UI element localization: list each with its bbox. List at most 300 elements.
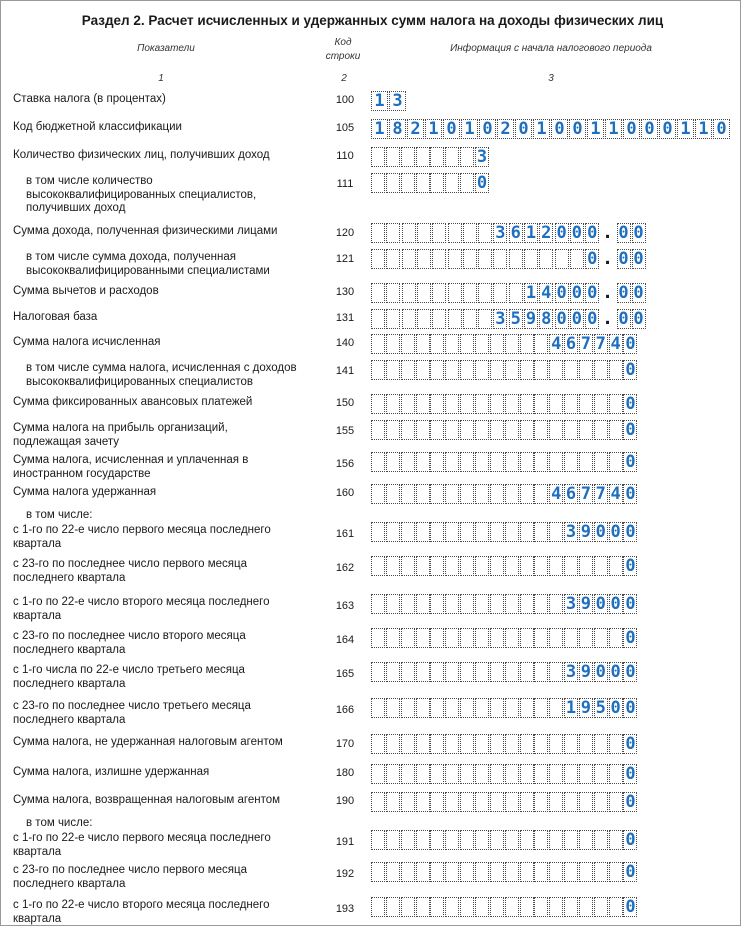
digit-cell[interactable] (386, 522, 400, 542)
digit-cell[interactable] (505, 734, 519, 754)
digit-cell[interactable] (445, 522, 459, 542)
digit-cell[interactable] (386, 360, 400, 380)
digit-cell[interactable] (445, 394, 459, 414)
digit-cell[interactable]: 0 (443, 119, 460, 139)
digit-cell[interactable]: 0 (625, 334, 636, 354)
digit-cell[interactable] (448, 223, 462, 243)
digit-cell[interactable] (505, 334, 519, 354)
digit-cell[interactable] (505, 698, 519, 718)
digit-cell[interactable] (534, 360, 548, 380)
digit-cell[interactable] (579, 764, 593, 784)
digit-cell[interactable] (460, 420, 474, 440)
digit-cell[interactable] (490, 830, 504, 850)
digit-cell[interactable]: 6 (565, 334, 577, 354)
digit-cell[interactable] (549, 764, 563, 784)
digit-cell[interactable] (490, 452, 504, 472)
digit-cell[interactable]: 0 (618, 309, 629, 329)
digit-cell[interactable] (534, 484, 548, 504)
digit-cell[interactable] (490, 420, 504, 440)
digit-cell[interactable] (520, 594, 534, 614)
digit-cell[interactable] (460, 764, 474, 784)
digit-cell[interactable] (371, 484, 385, 504)
digit-cell[interactable]: 7 (595, 484, 606, 504)
digit-cell[interactable] (475, 734, 489, 754)
digit-cell[interactable]: 1 (461, 119, 478, 139)
digit-cell[interactable]: 6 (565, 484, 577, 504)
digit-cell[interactable] (386, 698, 400, 718)
digit-cell[interactable] (505, 628, 519, 648)
digit-cell[interactable] (432, 223, 446, 243)
digit-cell[interactable] (371, 309, 385, 329)
digit-cell[interactable] (386, 830, 400, 850)
digit-cell[interactable] (416, 628, 430, 648)
digit-cell[interactable] (594, 764, 608, 784)
digit-cell[interactable]: 0 (625, 394, 636, 414)
digit-cell[interactable] (371, 223, 385, 243)
digit-cell[interactable] (386, 283, 400, 303)
digit-cell[interactable] (475, 452, 489, 472)
digit-cell[interactable] (490, 628, 504, 648)
digit-cell[interactable] (549, 360, 563, 380)
digit-cell[interactable] (430, 594, 444, 614)
digit-cell[interactable] (417, 223, 431, 243)
digit-cell[interactable]: 0 (625, 522, 636, 542)
digit-cell[interactable]: 0 (610, 594, 621, 614)
digit-cell[interactable] (490, 594, 504, 614)
digit-cell[interactable] (401, 662, 415, 682)
digit-cell[interactable] (371, 897, 385, 917)
digit-cell[interactable]: 0 (476, 173, 488, 193)
digit-cell[interactable] (430, 360, 444, 380)
digit-cell[interactable] (534, 662, 548, 682)
digit-cell[interactable] (490, 556, 504, 576)
digit-cell[interactable] (460, 628, 474, 648)
digit-cell[interactable] (549, 628, 563, 648)
digit-cell[interactable] (609, 862, 623, 882)
digit-cell[interactable] (371, 173, 385, 193)
digit-cell[interactable]: 0 (587, 249, 598, 269)
digit-cell[interactable] (534, 420, 548, 440)
digit-cell[interactable] (401, 173, 415, 193)
digit-cell[interactable] (505, 594, 519, 614)
digit-cell[interactable] (549, 862, 563, 882)
digit-cell[interactable] (371, 830, 385, 850)
digit-cell[interactable] (475, 594, 489, 614)
digit-cell[interactable] (549, 556, 563, 576)
digit-cell[interactable]: 0 (625, 830, 636, 850)
digit-cell[interactable] (401, 484, 415, 504)
digit-cell[interactable] (594, 394, 608, 414)
digit-cell[interactable] (505, 522, 519, 542)
digit-cell[interactable] (460, 452, 474, 472)
digit-cell[interactable] (445, 556, 459, 576)
digit-cell[interactable] (534, 764, 548, 784)
digit-cell[interactable] (505, 394, 519, 414)
digit-cell[interactable] (520, 897, 534, 917)
digit-cell[interactable] (579, 897, 593, 917)
digit-cell[interactable]: 4 (610, 334, 621, 354)
digit-cell[interactable]: 0 (625, 556, 636, 576)
digit-cell[interactable] (416, 452, 430, 472)
digit-cell[interactable]: 0 (625, 862, 636, 882)
digit-cell[interactable] (386, 452, 400, 472)
digit-cell[interactable] (416, 334, 430, 354)
digit-cell[interactable] (475, 334, 489, 354)
digit-cell[interactable] (490, 698, 504, 718)
digit-cell[interactable]: 1 (525, 283, 537, 303)
digit-cell[interactable] (430, 522, 444, 542)
digit-cell[interactable] (371, 522, 385, 542)
digit-cell[interactable] (448, 249, 462, 269)
digit-cell[interactable] (445, 862, 459, 882)
digit-cell[interactable] (401, 147, 415, 167)
digit-cell[interactable] (386, 223, 400, 243)
digit-cell[interactable] (401, 698, 415, 718)
digit-cell[interactable] (401, 862, 415, 882)
digit-cell[interactable] (520, 792, 534, 812)
digit-cell[interactable] (460, 830, 474, 850)
digit-cell[interactable] (371, 556, 385, 576)
digit-cell[interactable] (386, 394, 400, 414)
digit-cell[interactable] (401, 334, 415, 354)
digit-cell[interactable] (463, 223, 477, 243)
digit-cell[interactable] (417, 309, 431, 329)
digit-cell[interactable] (594, 830, 608, 850)
digit-cell[interactable] (401, 628, 415, 648)
digit-cell[interactable] (416, 792, 430, 812)
digit-cell[interactable] (386, 249, 400, 269)
digit-cell[interactable] (445, 734, 459, 754)
digit-cell[interactable] (445, 147, 459, 167)
digit-cell[interactable] (520, 556, 534, 576)
digit-cell[interactable] (475, 830, 489, 850)
digit-cell[interactable] (475, 394, 489, 414)
digit-cell[interactable] (445, 360, 459, 380)
digit-cell[interactable] (401, 792, 415, 812)
digit-cell[interactable]: 0 (556, 223, 567, 243)
digit-cell[interactable] (579, 792, 593, 812)
digit-cell[interactable] (505, 862, 519, 882)
digit-cell[interactable] (430, 147, 444, 167)
digit-cell[interactable] (564, 556, 578, 576)
digit-cell[interactable] (594, 556, 608, 576)
digit-cell[interactable] (386, 334, 400, 354)
digit-cell[interactable] (448, 283, 462, 303)
digit-cell[interactable] (445, 764, 459, 784)
digit-cell[interactable] (430, 698, 444, 718)
digit-cell[interactable] (416, 522, 430, 542)
digit-cell[interactable] (416, 147, 430, 167)
digit-cell[interactable]: 0 (618, 223, 629, 243)
digit-cell[interactable] (534, 628, 548, 648)
digit-cell[interactable] (490, 792, 504, 812)
digit-cell[interactable] (460, 147, 474, 167)
digit-cell[interactable] (549, 734, 563, 754)
digit-cell[interactable] (430, 394, 444, 414)
digit-cell[interactable] (371, 734, 385, 754)
digit-cell[interactable]: 1 (371, 91, 388, 111)
digit-cell[interactable]: 0 (618, 283, 629, 303)
digit-cell[interactable] (445, 420, 459, 440)
digit-cell[interactable]: 1 (677, 119, 694, 139)
digit-cell[interactable] (386, 862, 400, 882)
digit-cell[interactable]: 6 (510, 223, 521, 243)
digit-cell[interactable] (490, 334, 504, 354)
digit-cell[interactable] (371, 628, 385, 648)
digit-cell[interactable] (475, 662, 489, 682)
digit-cell[interactable]: 7 (580, 484, 592, 504)
digit-cell[interactable] (430, 830, 444, 850)
digit-cell[interactable] (520, 452, 534, 472)
digit-cell[interactable] (401, 394, 415, 414)
digit-cell[interactable] (430, 862, 444, 882)
digit-cell[interactable] (609, 628, 623, 648)
digit-cell[interactable] (401, 594, 415, 614)
digit-cell[interactable] (475, 522, 489, 542)
digit-cell[interactable]: 8 (541, 309, 552, 329)
digit-cell[interactable] (505, 897, 519, 917)
digit-cell[interactable]: 0 (633, 223, 644, 243)
digit-cell[interactable] (520, 628, 534, 648)
digit-cell[interactable]: 0 (625, 897, 636, 917)
digit-cell[interactable] (460, 522, 474, 542)
digit-cell[interactable] (460, 334, 474, 354)
digit-cell[interactable] (402, 283, 416, 303)
digit-cell[interactable] (493, 283, 507, 303)
digit-cell[interactable]: 0 (625, 734, 636, 754)
digit-cell[interactable] (445, 830, 459, 850)
digit-cell[interactable]: 0 (595, 594, 606, 614)
digit-cell[interactable] (609, 452, 623, 472)
digit-cell[interactable]: 9 (580, 522, 592, 542)
digit-cell[interactable] (416, 862, 430, 882)
digit-cell[interactable] (534, 792, 548, 812)
digit-cell[interactable] (609, 360, 623, 380)
digit-cell[interactable] (564, 830, 578, 850)
digit-cell[interactable] (505, 484, 519, 504)
digit-cell[interactable]: 1 (525, 223, 537, 243)
digit-cell[interactable] (609, 394, 623, 414)
digit-cell[interactable] (539, 249, 553, 269)
digit-cell[interactable] (386, 173, 400, 193)
digit-cell[interactable] (386, 147, 400, 167)
digit-cell[interactable] (386, 420, 400, 440)
digit-cell[interactable]: 0 (625, 452, 636, 472)
digit-cell[interactable] (594, 897, 608, 917)
digit-cell[interactable] (594, 734, 608, 754)
digit-cell[interactable] (478, 223, 492, 243)
digit-cell[interactable]: 3 (389, 91, 406, 111)
digit-cell[interactable]: 0 (625, 662, 636, 682)
digit-cell[interactable] (490, 862, 504, 882)
digit-cell[interactable] (430, 662, 444, 682)
digit-cell[interactable] (520, 698, 534, 718)
digit-cell[interactable]: 1 (695, 119, 712, 139)
digit-cell[interactable] (549, 897, 563, 917)
digit-cell[interactable] (490, 734, 504, 754)
digit-cell[interactable] (520, 522, 534, 542)
digit-cell[interactable]: 0 (625, 484, 636, 504)
digit-cell[interactable]: 0 (556, 283, 567, 303)
digit-cell[interactable] (416, 484, 430, 504)
digit-cell[interactable] (371, 862, 385, 882)
digit-cell[interactable] (490, 897, 504, 917)
digit-cell[interactable] (609, 897, 623, 917)
digit-cell[interactable] (460, 360, 474, 380)
digit-cell[interactable] (430, 452, 444, 472)
digit-cell[interactable] (579, 628, 593, 648)
digit-cell[interactable] (594, 862, 608, 882)
digit-cell[interactable] (534, 897, 548, 917)
digit-cell[interactable] (416, 830, 430, 850)
digit-cell[interactable]: 0 (633, 283, 644, 303)
digit-cell[interactable] (490, 662, 504, 682)
digit-cell[interactable]: 0 (571, 283, 583, 303)
digit-cell[interactable] (609, 830, 623, 850)
digit-cell[interactable] (432, 309, 446, 329)
digit-cell[interactable]: 9 (580, 698, 592, 718)
digit-cell[interactable]: 0 (625, 420, 636, 440)
digit-cell[interactable] (417, 283, 431, 303)
digit-cell[interactable]: 1 (605, 119, 622, 139)
digit-cell[interactable] (416, 360, 430, 380)
digit-cell[interactable]: 1 (587, 119, 604, 139)
digit-cell[interactable]: 0 (641, 119, 658, 139)
digit-cell[interactable] (386, 484, 400, 504)
digit-cell[interactable] (609, 764, 623, 784)
digit-cell[interactable]: 0 (625, 764, 636, 784)
digit-cell[interactable] (520, 862, 534, 882)
digit-cell[interactable] (386, 628, 400, 648)
digit-cell[interactable] (505, 764, 519, 784)
digit-cell[interactable] (371, 147, 385, 167)
digit-cell[interactable] (549, 522, 563, 542)
digit-cell[interactable] (534, 830, 548, 850)
digit-cell[interactable]: 7 (595, 334, 606, 354)
digit-cell[interactable]: 0 (610, 522, 621, 542)
digit-cell[interactable] (534, 394, 548, 414)
digit-cell[interactable]: 9 (580, 594, 592, 614)
digit-cell[interactable] (416, 394, 430, 414)
digit-cell[interactable] (475, 628, 489, 648)
digit-cell[interactable] (430, 484, 444, 504)
digit-cell[interactable] (401, 360, 415, 380)
digit-cell[interactable]: 2 (407, 119, 424, 139)
digit-cell[interactable] (475, 698, 489, 718)
digit-cell[interactable] (371, 452, 385, 472)
digit-cell[interactable] (549, 452, 563, 472)
digit-cell[interactable] (564, 734, 578, 754)
digit-cell[interactable] (475, 897, 489, 917)
digit-cell[interactable] (520, 484, 534, 504)
digit-cell[interactable] (475, 556, 489, 576)
digit-cell[interactable] (371, 249, 385, 269)
digit-cell[interactable] (579, 556, 593, 576)
digit-cell[interactable]: 0 (659, 119, 676, 139)
digit-cell[interactable] (505, 360, 519, 380)
digit-cell[interactable] (430, 420, 444, 440)
digit-cell[interactable]: 3 (495, 223, 506, 243)
digit-cell[interactable] (478, 283, 492, 303)
digit-cell[interactable] (402, 223, 416, 243)
digit-cell[interactable] (505, 662, 519, 682)
digit-cell[interactable] (460, 173, 474, 193)
digit-cell[interactable] (401, 734, 415, 754)
digit-cell[interactable] (460, 662, 474, 682)
digit-cell[interactable]: 3 (565, 662, 577, 682)
digit-cell[interactable] (416, 662, 430, 682)
digit-cell[interactable] (579, 734, 593, 754)
digit-cell[interactable] (579, 830, 593, 850)
digit-cell[interactable] (416, 698, 430, 718)
digit-cell[interactable] (460, 556, 474, 576)
digit-cell[interactable] (386, 662, 400, 682)
digit-cell[interactable] (520, 662, 534, 682)
digit-cell[interactable]: 0 (479, 119, 496, 139)
digit-cell[interactable] (432, 283, 446, 303)
digit-cell[interactable] (430, 792, 444, 812)
digit-cell[interactable]: 5 (595, 698, 606, 718)
digit-cell[interactable] (463, 283, 477, 303)
digit-cell[interactable] (594, 420, 608, 440)
digit-cell[interactable]: 5 (510, 309, 521, 329)
digit-cell[interactable]: 0 (587, 223, 598, 243)
digit-cell[interactable] (460, 862, 474, 882)
digit-cell[interactable]: 0 (556, 309, 567, 329)
digit-cell[interactable]: 3 (565, 594, 577, 614)
digit-cell[interactable] (463, 309, 477, 329)
digit-cell[interactable]: 0 (625, 698, 636, 718)
digit-cell[interactable] (564, 360, 578, 380)
digit-cell[interactable]: 2 (541, 223, 552, 243)
digit-cell[interactable] (555, 249, 569, 269)
digit-cell[interactable] (549, 420, 563, 440)
digit-cell[interactable] (594, 452, 608, 472)
digit-cell[interactable] (549, 662, 563, 682)
digit-cell[interactable] (579, 394, 593, 414)
digit-cell[interactable]: 9 (525, 309, 537, 329)
digit-cell[interactable] (475, 420, 489, 440)
digit-cell[interactable] (416, 897, 430, 917)
digit-cell[interactable] (386, 309, 400, 329)
digit-cell[interactable] (430, 334, 444, 354)
digit-cell[interactable] (505, 792, 519, 812)
digit-cell[interactable]: 0 (633, 309, 644, 329)
digit-cell[interactable]: 0 (587, 309, 598, 329)
digit-cell[interactable] (460, 394, 474, 414)
digit-cell[interactable]: 0 (587, 283, 598, 303)
digit-cell[interactable]: 4 (551, 334, 562, 354)
digit-cell[interactable] (445, 698, 459, 718)
digit-cell[interactable] (490, 394, 504, 414)
digit-cell[interactable] (534, 522, 548, 542)
digit-cell[interactable] (475, 484, 489, 504)
digit-cell[interactable] (371, 334, 385, 354)
digit-cell[interactable] (460, 792, 474, 812)
digit-cell[interactable] (371, 394, 385, 414)
digit-cell[interactable] (445, 594, 459, 614)
digit-cell[interactable] (460, 484, 474, 504)
digit-cell[interactable]: 1 (371, 119, 388, 139)
digit-cell[interactable] (371, 360, 385, 380)
digit-cell[interactable] (509, 249, 523, 269)
digit-cell[interactable] (402, 309, 416, 329)
digit-cell[interactable]: 0 (595, 522, 606, 542)
digit-cell[interactable]: 4 (551, 484, 562, 504)
digit-cell[interactable] (460, 698, 474, 718)
digit-cell[interactable] (445, 662, 459, 682)
digit-cell[interactable]: 1 (565, 698, 577, 718)
